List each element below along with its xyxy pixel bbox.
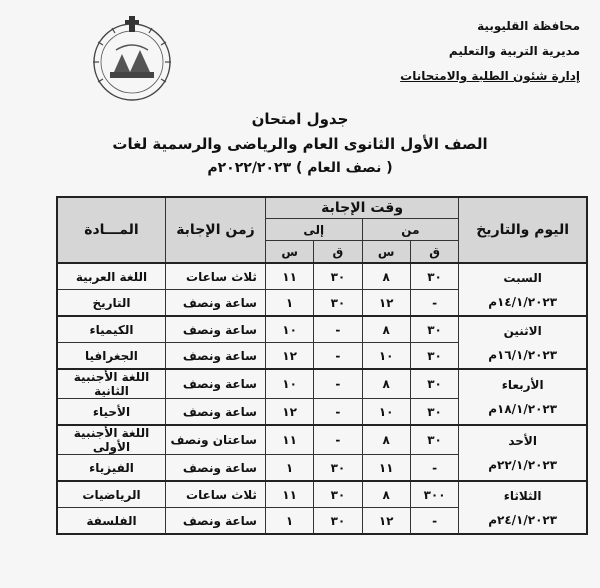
doc-subtitle: الصف الأول الثانوى العام والرياضى والرسمية لغات (112, 135, 488, 153)
from-hour-cell: ١٠ (362, 343, 410, 370)
to-minute-cell: - (314, 316, 362, 343)
to-minute-cell: - (314, 399, 362, 426)
duration-cell: ثلاث ساعات (165, 481, 265, 508)
duration-cell: ساعة ونصف (165, 455, 265, 482)
to-hour-cell: ١١ (265, 425, 313, 455)
from-minute-cell: ٣٠ (410, 399, 458, 426)
to-minute-cell: ٣٠ (314, 481, 362, 508)
from-hour-cell: ٨ (362, 369, 410, 399)
department-name: إدارة شئون الطلبة والامتحانات (400, 69, 580, 83)
header-to-s: س (265, 241, 313, 264)
day-date-cell (459, 481, 587, 534)
header-from-s: س (362, 241, 410, 264)
doc-term: ( نصف العام ) ٢٠٢٢/٢٠٢٣م (207, 160, 393, 176)
header-subject: المـــادة (57, 197, 165, 263)
subject-cell: الفلسفة (57, 508, 165, 535)
to-minute-cell: - (314, 369, 362, 399)
exam-date: ١٨/١/٢٠٢٣م (488, 402, 558, 416)
subject-cell: اللغة الأجنبية الأولى (57, 425, 165, 455)
to-hour-cell: ١٠ (265, 369, 313, 399)
to-hour-cell: ١٢ (265, 343, 313, 370)
document-titles (0, 106, 600, 180)
from-minute-cell: ٣٠ (410, 316, 458, 343)
header-duration: زمن الإجابة (165, 197, 265, 263)
subject-cell: اللغة الأجنبية الثانية (57, 369, 165, 399)
day-name: الاثنين (503, 323, 542, 338)
header-day-date: اليوم والتاريخ (459, 197, 587, 263)
to-minute-cell: ٣٠ (314, 508, 362, 535)
duration-cell: ساعتان ونصف (165, 425, 265, 455)
exam-date: ١٤/١/٢٠٢٣م (488, 294, 558, 309)
from-minute-cell: ٣٠٠ (410, 481, 458, 508)
to-hour-cell: ١١ (265, 481, 313, 508)
duration-cell: ساعة ونصف (165, 399, 265, 426)
duration-cell: ثلاث ساعات (165, 263, 265, 290)
to-hour-cell: ١ (265, 455, 313, 482)
from-minute-cell: - (410, 290, 458, 317)
table-row (57, 481, 587, 508)
duration-cell: ساعة ونصف (165, 290, 265, 317)
exam-date: ٢٤/١/٢٠٢٣م (488, 512, 558, 527)
day-date-cell (459, 369, 587, 425)
exam-schedule-table (56, 196, 588, 535)
from-hour-cell: ١٢ (362, 290, 410, 317)
from-minute-cell: - (410, 508, 458, 535)
day-date-cell (459, 425, 587, 481)
doc-title: جدول امتحان (251, 110, 349, 128)
to-minute-cell: ٣٠ (314, 290, 362, 317)
from-hour-cell: ١٠ (362, 399, 410, 426)
duration-cell: ساعة ونصف (165, 508, 265, 535)
to-minute-cell: - (314, 425, 362, 455)
duration-cell: ساعة ونصف (165, 343, 265, 370)
to-minute-cell: - (314, 343, 362, 370)
subject-cell: الرياضيات (57, 481, 165, 508)
to-hour-cell: ١١ (265, 263, 313, 290)
to-hour-cell: ١٢ (265, 399, 313, 426)
to-hour-cell: ١ (265, 508, 313, 535)
duration-cell: ساعة ونصف (165, 369, 265, 399)
day-name: الأربعاء (501, 378, 544, 392)
issuer-header (380, 14, 580, 89)
directorate-name: مديرية التربية والتعليم (448, 44, 580, 58)
day-date-cell (459, 263, 587, 316)
subject-cell: الأحياء (57, 399, 165, 426)
from-hour-cell: ١٢ (362, 508, 410, 535)
from-hour-cell: ٨ (362, 263, 410, 290)
day-name: السبت (503, 270, 542, 285)
table-row (57, 316, 587, 343)
from-minute-cell: - (410, 455, 458, 482)
header-from: من (362, 219, 459, 241)
subject-cell: الكيمياء (57, 316, 165, 343)
from-minute-cell: ٣٠ (410, 263, 458, 290)
day-name: الأحد (508, 434, 537, 448)
from-hour-cell: ١١ (362, 455, 410, 482)
from-minute-cell: ٣٠ (410, 425, 458, 455)
to-hour-cell: ١ (265, 290, 313, 317)
header-to-q: ق (314, 241, 362, 264)
table-row (57, 263, 587, 290)
subject-cell: الجغرافيا (57, 343, 165, 370)
exam-date: ١٦/١/٢٠٢٣م (488, 347, 558, 362)
header-answer-time: وقت الإجابة (265, 197, 458, 219)
from-minute-cell: ٣٠ (410, 369, 458, 399)
ministry-logo-icon (86, 14, 178, 104)
day-date-cell (459, 316, 587, 369)
table-row (57, 425, 587, 455)
to-minute-cell: ٣٠ (314, 263, 362, 290)
from-minute-cell: ٣٠ (410, 343, 458, 370)
schedule-body (57, 263, 587, 534)
exam-date: ٢٢/١/٢٠٢٣م (488, 458, 558, 472)
subject-cell: الفيزياء (57, 455, 165, 482)
governorate-name: محافظة القليوبية (477, 19, 580, 33)
to-minute-cell: ٣٠ (314, 455, 362, 482)
from-hour-cell: ٨ (362, 316, 410, 343)
subject-cell: اللغة العربية (57, 263, 165, 290)
subject-cell: التاريخ (57, 290, 165, 317)
to-hour-cell: ١٠ (265, 316, 313, 343)
header-to: إلى (265, 219, 362, 241)
table-row (57, 369, 587, 399)
from-hour-cell: ٨ (362, 481, 410, 508)
duration-cell: ساعة ونصف (165, 316, 265, 343)
day-name: الثلاثاء (503, 488, 542, 503)
from-hour-cell: ٨ (362, 425, 410, 455)
header-from-q: ق (410, 241, 458, 264)
